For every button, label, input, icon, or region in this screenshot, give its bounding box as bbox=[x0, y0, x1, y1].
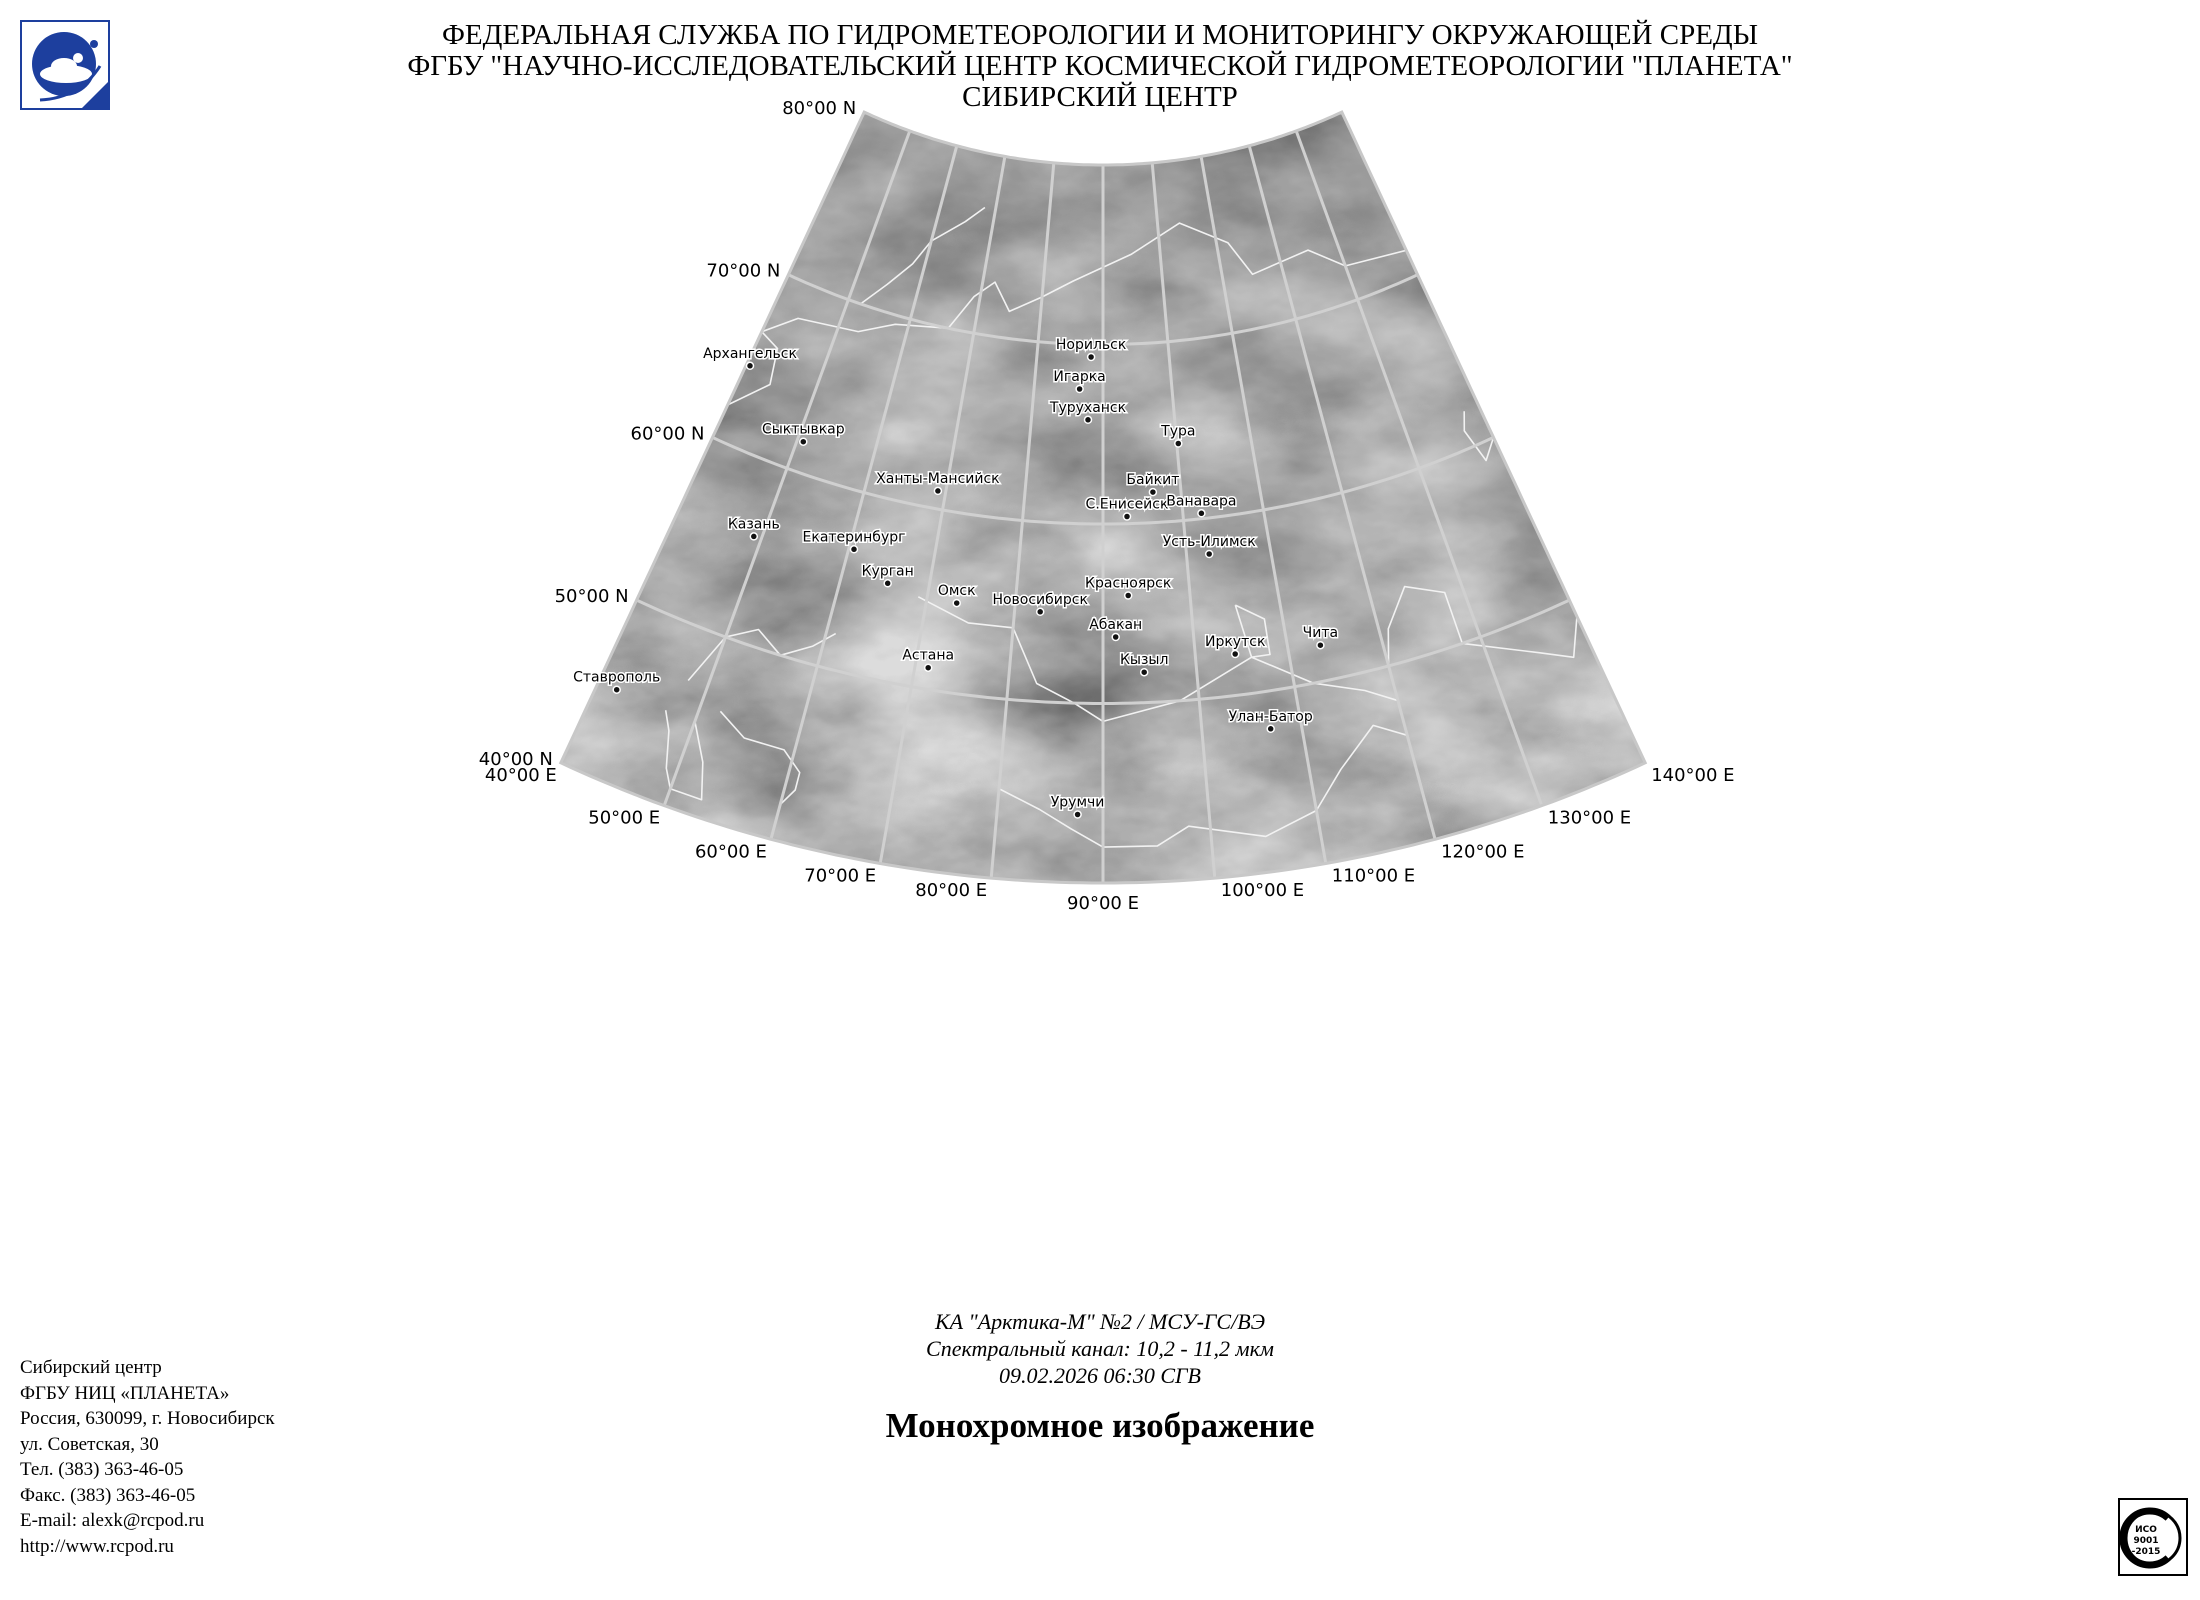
city-label: Норильск bbox=[1055, 337, 1127, 353]
iso-text-1: ИСО bbox=[2135, 1525, 2157, 1535]
city-label: Сыктывкар bbox=[761, 421, 845, 438]
fax-line: Факс. (383) 363-46-05 bbox=[20, 1484, 196, 1506]
email-line[interactable]: E-mail: alexk@rcpod.ru bbox=[20, 1510, 205, 1531]
spectral-channel: Спектральный канал: 10,2 - 11,2 мкм bbox=[926, 1336, 1274, 1361]
latitude-label: 60°00 N bbox=[630, 423, 705, 445]
longitude-label: 50°00 E bbox=[588, 807, 661, 829]
city-label: Ханты-Мансийск bbox=[876, 470, 1000, 487]
city-label: Екатеринбург bbox=[802, 529, 906, 546]
latitude-label: 40°00 N bbox=[478, 748, 553, 770]
city-dot bbox=[1088, 354, 1095, 361]
city-label: Архангельск bbox=[703, 345, 797, 362]
contact-address bbox=[20, 1355, 275, 1559]
city-label: Новосибирск bbox=[992, 591, 1088, 608]
satellite-imagery bbox=[0, 100, 2200, 1250]
city-dot bbox=[1317, 642, 1324, 649]
city-label: Байкит bbox=[1126, 472, 1180, 489]
city-label: Красноярск bbox=[1085, 575, 1172, 592]
image-title: Монохромное изображение bbox=[885, 1406, 1315, 1445]
iso-text-3: -2015 bbox=[2131, 1547, 2161, 1557]
latitude-label: 50°00 N bbox=[554, 586, 629, 608]
city-dot bbox=[934, 487, 941, 494]
city-dot bbox=[1085, 416, 1092, 423]
city-label: Омск bbox=[937, 583, 976, 600]
city-label: С.Енисейск bbox=[1085, 496, 1169, 513]
address-line: ул. Советская, 30 bbox=[20, 1433, 159, 1455]
city-dot bbox=[1267, 725, 1274, 732]
city-dot bbox=[747, 362, 754, 369]
city-dot bbox=[1175, 440, 1182, 447]
city-dot bbox=[613, 686, 620, 693]
city-dot bbox=[925, 664, 932, 671]
city-label: Казань bbox=[727, 516, 780, 533]
iso-text-2: 9001 bbox=[2133, 1536, 2159, 1546]
longitude-label: 40°00 E bbox=[484, 764, 557, 786]
city-label: Ванавара bbox=[1166, 493, 1237, 510]
longitude-label: 140°00 E bbox=[1651, 764, 1735, 786]
city-dot bbox=[1198, 510, 1205, 517]
image-caption bbox=[0, 1308, 2200, 1389]
city-dot bbox=[1037, 608, 1044, 615]
longitude-label: 130°00 E bbox=[1547, 807, 1632, 829]
city-dot bbox=[1125, 592, 1132, 599]
longitude-label: 80°00 E bbox=[915, 880, 988, 902]
header-line-1: ФЕДЕРАЛЬНАЯ СЛУЖБА ПО ГИДРОМЕТЕОРОЛОГИИ И МОНИТОРИНГУ ОКРУЖАЮЩЕЙ СРЕДЫ bbox=[442, 19, 1758, 51]
city-label: Урумчи bbox=[1050, 794, 1105, 811]
acquisition-datetime: 09.02.2026 06:30 СГВ bbox=[999, 1363, 1201, 1388]
city-dot bbox=[1112, 634, 1119, 641]
city-label: Усть-Илимск bbox=[1162, 534, 1256, 550]
website-line[interactable]: http://www.rcpod.ru bbox=[20, 1535, 174, 1557]
city-label: Туруханск bbox=[1049, 399, 1127, 416]
longitude-label: 120°00 E bbox=[1441, 841, 1525, 863]
phone-line: Тел. (383) 363-46-05 bbox=[20, 1459, 184, 1480]
latitude-label: 80°00 N bbox=[782, 98, 857, 120]
longitude-label: 110°00 E bbox=[1331, 865, 1416, 887]
city-dot bbox=[953, 600, 960, 607]
city-dot bbox=[1076, 386, 1083, 393]
satellite-name: КА "Арктика-М" №2 / МСУ-ГС/ВЭ bbox=[934, 1309, 1266, 1334]
city-dot bbox=[750, 533, 757, 540]
city-dot bbox=[1141, 669, 1148, 676]
city-dot bbox=[1206, 551, 1213, 558]
city-label: Астана bbox=[902, 647, 955, 664]
longitude-label: 100°00 E bbox=[1220, 880, 1305, 902]
header-line-2: ФГБУ "НАУЧНО-ИССЛЕДОВАТЕЛЬСКИЙ ЦЕНТР КОСМИЧЕСКОЙ ГИДРОМЕТЕОРОЛОГИИ "ПЛАНЕТА" bbox=[407, 50, 1793, 82]
city-label: Улан-Батор bbox=[1228, 708, 1313, 725]
address-line: Россия, 630099, г. Новосибирск bbox=[20, 1408, 275, 1429]
longitude-label: 70°00 E bbox=[804, 865, 877, 887]
latitude-label: 70°00 N bbox=[706, 260, 781, 282]
city-label: Иркутск bbox=[1204, 634, 1266, 650]
longitude-label: 60°00 E bbox=[694, 841, 767, 863]
city-label: Игарка bbox=[1053, 369, 1106, 385]
city-dot bbox=[800, 438, 807, 445]
city-label: Кызыл bbox=[1119, 652, 1169, 669]
header-line-3: СИБИРСКИЙ ЦЕНТР bbox=[962, 81, 1238, 113]
iso-certification-badge bbox=[2118, 1498, 2188, 1576]
city-dot bbox=[1124, 513, 1131, 520]
address-line: Сибирский центр bbox=[20, 1357, 162, 1378]
city-dot bbox=[884, 580, 891, 587]
city-dot bbox=[851, 546, 858, 553]
city-label: Абакан bbox=[1089, 617, 1143, 633]
city-label: Ставрополь bbox=[573, 669, 661, 686]
city-label: Курган bbox=[861, 563, 914, 580]
city-dot bbox=[1149, 489, 1156, 496]
city-dot bbox=[1232, 651, 1239, 658]
longitude-label: 90°00 E bbox=[1067, 893, 1139, 914]
address-line: ФГБУ НИЦ «ПЛАНЕТА» bbox=[20, 1382, 230, 1404]
city-label: Чита bbox=[1302, 625, 1339, 642]
city-dot bbox=[1074, 811, 1081, 818]
city-label: Тура bbox=[1161, 423, 1196, 440]
